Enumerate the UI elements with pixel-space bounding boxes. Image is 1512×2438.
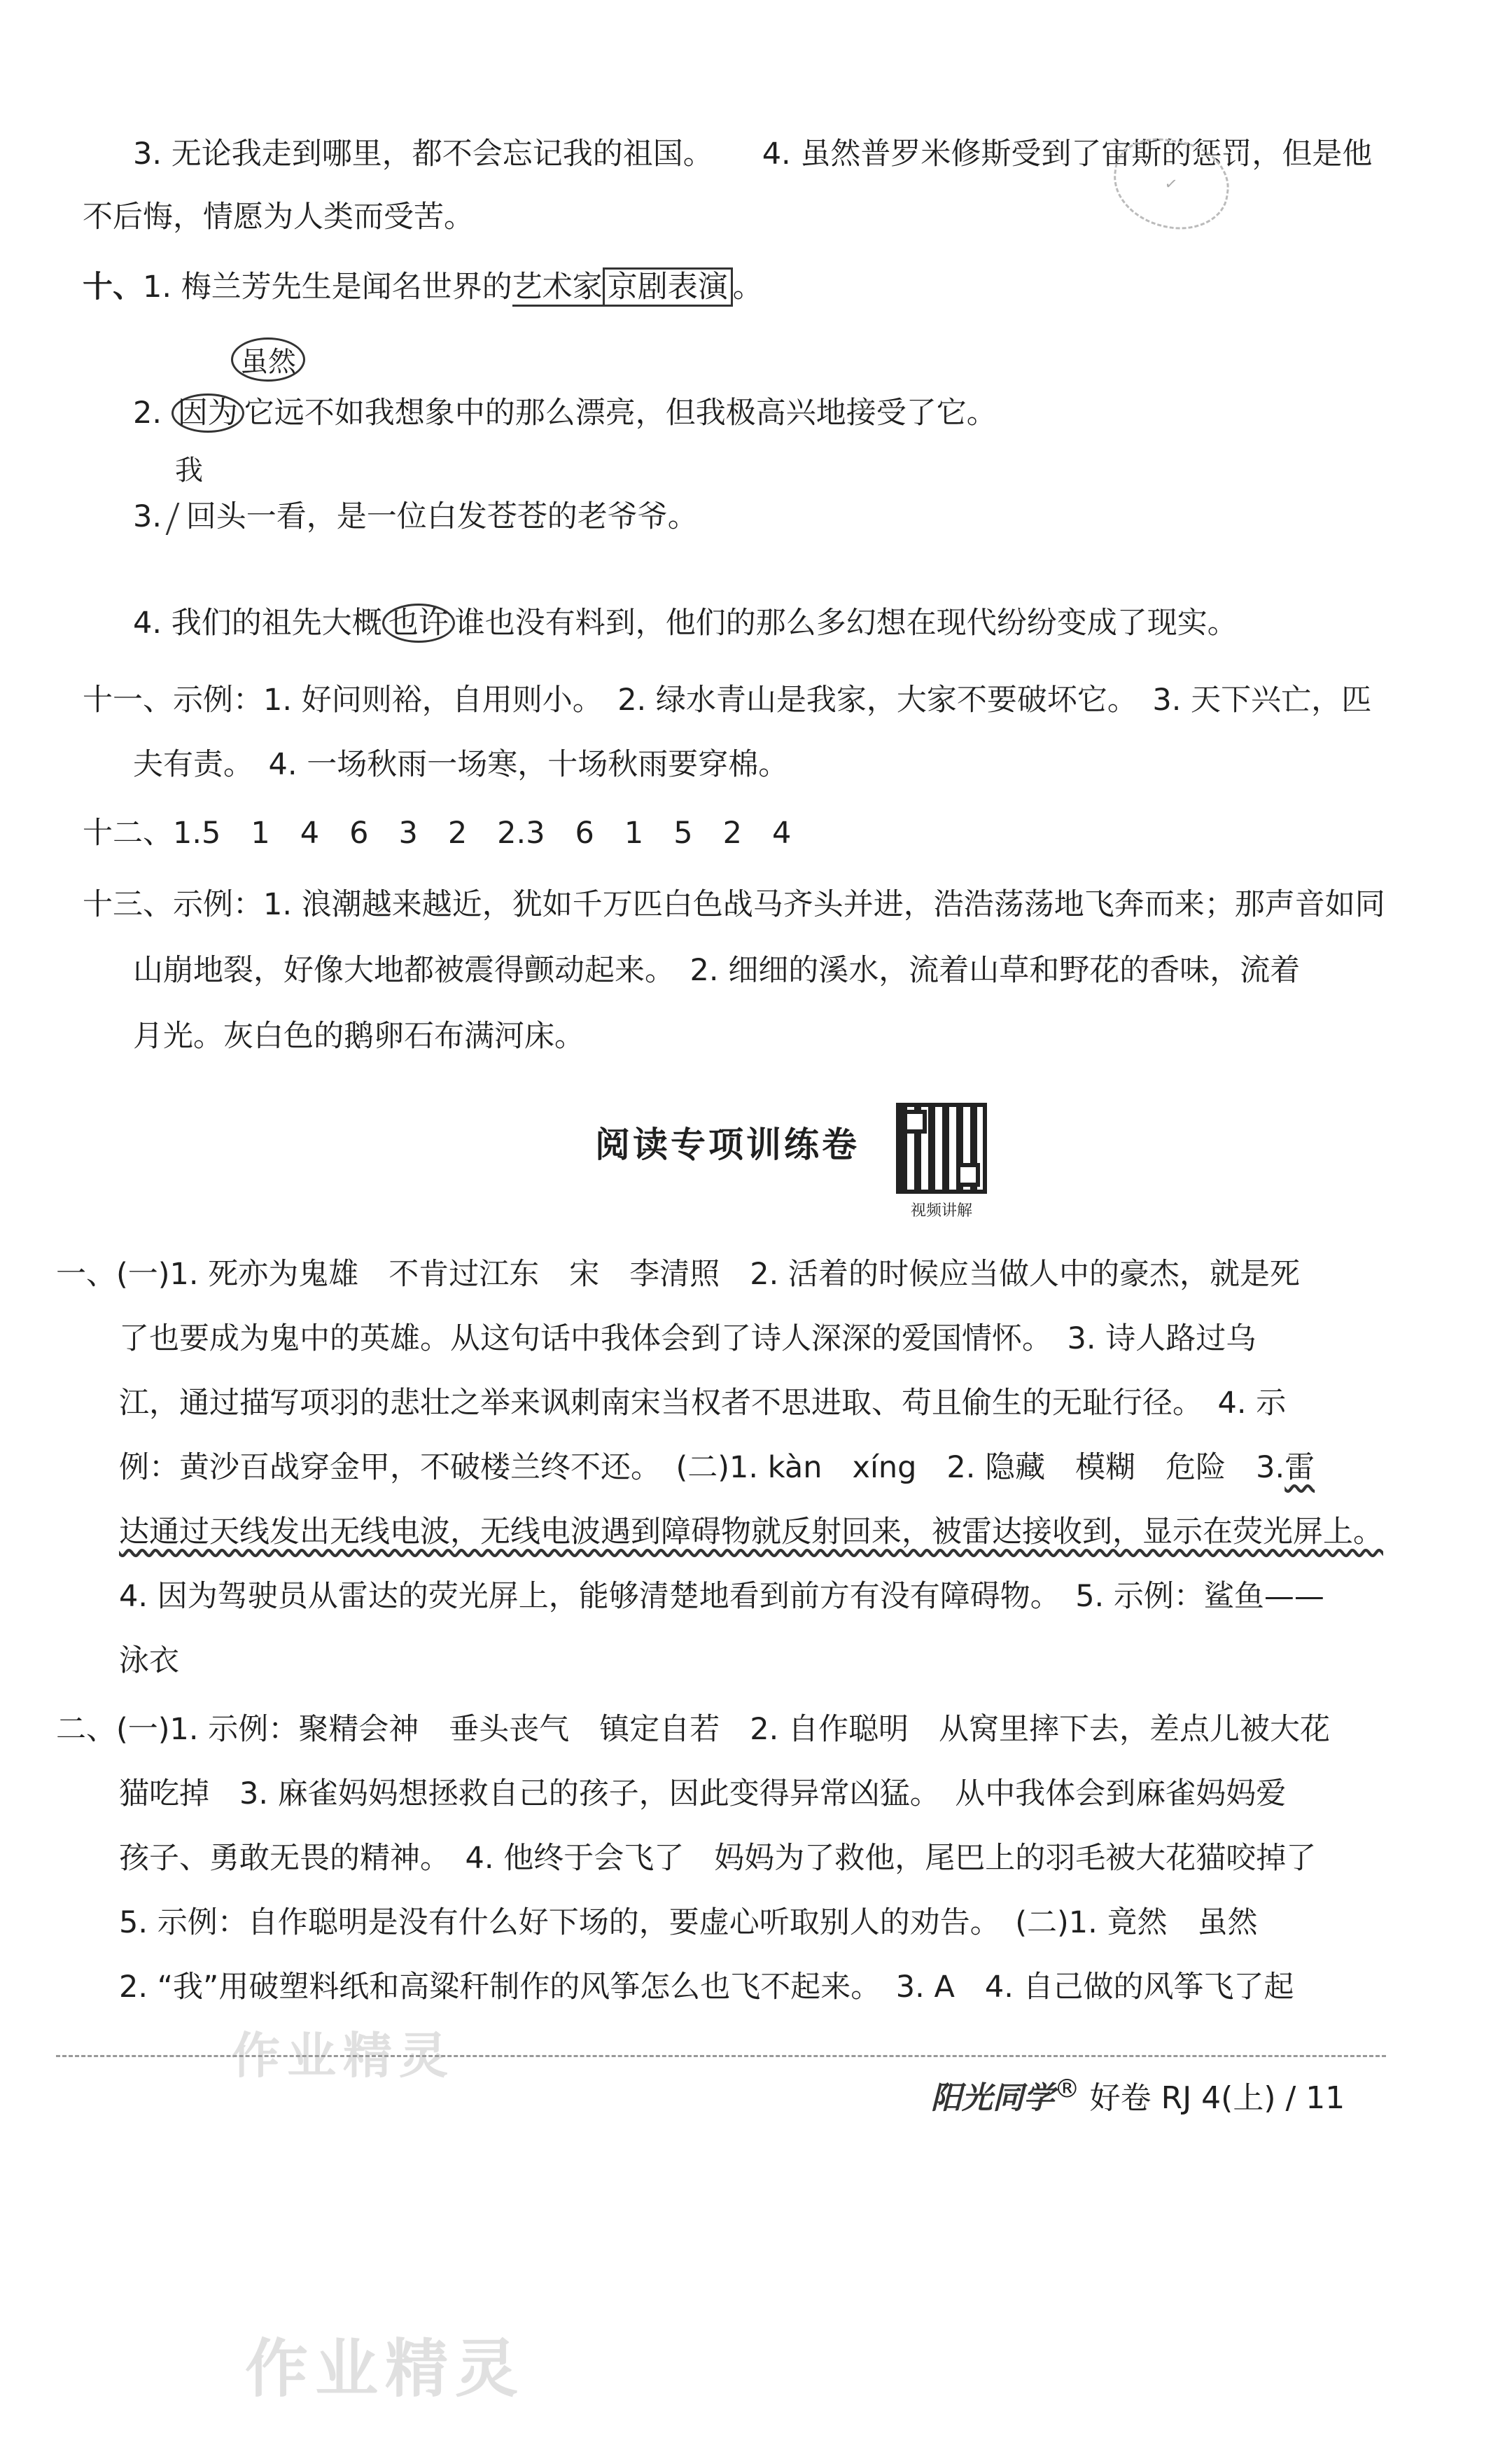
r2-line-5: 2. “我”用破塑料纸和高粱秆制作的风筝怎么也飞不起来。 3. A 4. 自己做的风筝飞了起 [119, 1970, 1294, 2005]
watermark-1: 作业精灵 [231, 2027, 455, 2084]
r1-line-2: 了也要成为鬼中的英雄。从这句话中我体会到了诗人深深的爱国情怀。 3. 诗人路过乌 [119, 1321, 1256, 1356]
r2-line-3: 孩子、勇敢无畏的精神。 4. 他终于会飞了 妈妈为了救他，尾巴上的羽毛被大花猫咬掉了 [119, 1841, 1317, 1876]
q12-line-1: 十二、1.5 1 4 6 3 2 2.3 6 1 5 2 4 [83, 816, 792, 851]
r1-line-5: 达通过天线发出无线电波，无线电波遇到障碍物就反射回来，被雷达接收到，显示在荧光屏上。 [119, 1514, 1383, 1549]
r1-line-6: 4. 因为驾驶员从雷达的荧光屏上，能够清楚地看到前方有没有障碍物。 5. 示例：鲨鱼—— [119, 1579, 1324, 1614]
qr-code-icon[interactable] [896, 1103, 987, 1194]
boxed-text: 京剧表演 [603, 267, 733, 307]
r1-line-7: 泳衣 [119, 1643, 179, 1678]
wavy-underline-text: 雷 [1284, 1450, 1315, 1485]
top-line-2: 不后悔，情愿为人类而受苦。 [83, 200, 474, 235]
r2-line-4: 5. 示例：自作聪明是没有什么好下场的，要虚心听取别人的劝告。 (二)1. 竟然 虽然 [119, 1905, 1258, 1940]
q11-line-2: 夫有责。 4. 一场秋雨一场寒，十场秋雨要穿棉。 [133, 747, 789, 782]
q13-line-2: 山崩地裂，好像大地都被震得颤动起来。 2. 细细的溪水，流着山草和野花的香味，流着 [133, 953, 1301, 988]
page-number: 好卷 RJ 4(上) / 11 [1079, 2080, 1345, 2116]
stamp-mark: ✓ [1107, 132, 1235, 236]
circled-text: 也许 [382, 604, 455, 643]
q10-number: 十、 [83, 270, 143, 305]
underlined-text: 艺术家 [512, 270, 603, 307]
q10-item-1: 十、1. 梅兰芳先生是闻名世界的艺术家 京剧表演 。 [83, 266, 763, 308]
insert-mark-wo: 我 [175, 454, 203, 487]
watermark-2: 作业精灵 [245, 2332, 525, 2406]
qr-caption: 视频讲解 [910, 1202, 972, 1220]
q11-line-1: 十一、示例：1. 好问则裕，自用则小。 2. 绿水青山是我家，大家不要破坏它。 3. 天下兴亡，匹 [83, 683, 1372, 718]
answer-3: 3. 无论我走到哪里，都不会忘记我的祖国。 [133, 137, 713, 172]
footer: 阳光同学® 好卷 RJ 4(上) / 11 [931, 2073, 1345, 2116]
q10-item-4: 4. 我们的祖先大概 也许 谁也没有料到，他们的那么多幻想在现代纷纷变成了现实。 [133, 602, 1238, 644]
q13-line-1: 十三、示例：1. 浪潮越来越近，犹如千万匹白色战马齐头并进，浩浩荡荡地飞奔而来；那声音如同 [83, 887, 1385, 922]
r1-line-3: 江，通过描写项羽的悲壮之举来讽刺南宋当权者不思进取、苟且偷生的无耻行径。 4. 示 [119, 1386, 1287, 1421]
r1-line-1: 一、(一)1. 死亦为鬼雄 不肯过江东 宋 李清照 2. 活着的时候应当做人中的豪杰，就是死 [56, 1257, 1300, 1292]
r2-line-2: 猫吃掉 3. 麻雀妈妈想拯救自己的孩子，因此变得异常凶猛。 从中我体会到麻雀妈妈爱 [119, 1776, 1287, 1811]
insert-mark-suiran: 虽然 [231, 337, 305, 382]
q10-item-3: 3. 回头一看，是一位白发苍苍的老爷爷。 [133, 499, 698, 534]
circled-text: 因为 [172, 393, 244, 433]
q10-item-2: 2. 因为 它远不如我想象中的那么漂亮，但我极高兴地接受了它。 [133, 392, 997, 434]
answer-4: 4. 虽然普罗米修斯受到了宙斯的惩罚，但是他 [762, 137, 1373, 172]
section-title: 阅读专项训练卷 [595, 1124, 860, 1165]
brand-logo: 阳光同学 [931, 2080, 1054, 2116]
r1-line-4: 例：黄沙百战穿金甲，不破楼兰终不还。 (二)1. kàn xíng 2. 隐藏 模糊 危险 3.雷 [119, 1450, 1315, 1485]
q13-line-3: 月光。灰白色的鹅卵石布满河床。 [133, 1019, 584, 1054]
r2-line-1: 二、(一)1. 示例：聚精会神 垂头丧气 镇定自若 2. 自作聪明 从窝里摔下去，差点儿被大花 [56, 1712, 1330, 1747]
footer-divider [56, 2055, 1386, 2057]
